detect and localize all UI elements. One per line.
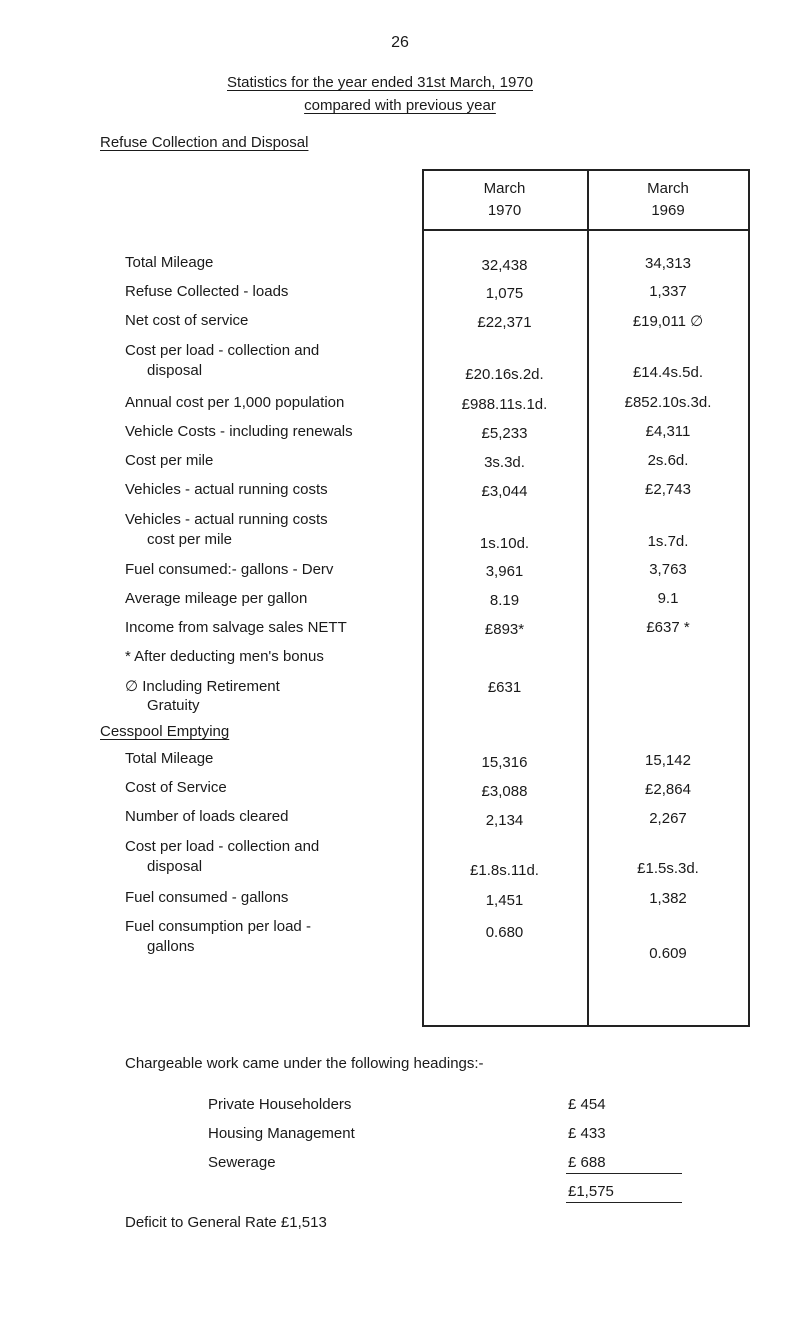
row-label: Average mileage per gallon — [125, 590, 308, 607]
row-label: Refuse Collected - loads — [125, 283, 289, 300]
total-rule — [566, 1202, 682, 1203]
row-label-continued: cost per mile — [147, 531, 233, 548]
row-value-1970: £20.16s.2d. — [465, 366, 544, 383]
row-label: Vehicles - actual running costs — [125, 511, 328, 528]
row-value-1969: 3,763 — [649, 561, 687, 578]
row-value-1970: 3s.3d. — [484, 454, 525, 471]
row-label: Fuel consumption per load - — [125, 918, 311, 935]
row-label: Total Mileage — [125, 750, 214, 767]
row-label: Annual cost per 1,000 population — [125, 394, 345, 411]
row-value-1970: £893* — [484, 621, 525, 638]
row-value-1970: 1,451 — [485, 892, 524, 909]
col-header-1969-month: March — [647, 180, 689, 197]
row-value-1970: £3,088 — [481, 783, 528, 800]
row-label: Cost of Service — [125, 779, 227, 796]
footnote-phi: ∅ Including Retirement — [125, 678, 280, 695]
chargeable-amount: £ 454 — [568, 1096, 606, 1113]
row-label: Cost per mile — [125, 452, 214, 469]
chargeable-amount: £ 433 — [568, 1125, 606, 1142]
row-value-1970: £3,044 — [481, 483, 528, 500]
deficit-line: Deficit to General Rate £1,513 — [125, 1214, 327, 1231]
row-label-continued: gallons — [147, 938, 195, 955]
table-top-border — [422, 169, 749, 171]
row-value-1969: £4,311 — [645, 423, 691, 440]
row-value-1969: 34,313 — [645, 255, 691, 272]
row-value-1969: £2,864 — [645, 781, 691, 798]
row-label-continued: disposal — [147, 362, 203, 379]
row-label: Cost per load - collection and — [125, 838, 320, 855]
title-line-2: compared with previous year — [304, 97, 496, 114]
section-heading-cesspool: Cesspool Emptying — [100, 723, 230, 740]
page-title — [0, 74, 760, 91]
table-right-border — [748, 169, 750, 1027]
row-value-1969: 0.609 — [649, 945, 687, 962]
row-value-1970: £5,233 — [481, 425, 528, 442]
row-value-1969: 1,337 — [649, 283, 687, 300]
row-value-1970: 32,438 — [481, 257, 528, 274]
row-value-1970: 1,075 — [485, 285, 524, 302]
row-label: Cost per load - collection and — [125, 342, 320, 359]
row-value-1970: 0.680 — [485, 924, 524, 941]
chargeable-label: Housing Management — [208, 1125, 355, 1142]
row-value-1970: 3,961 — [485, 563, 524, 580]
page-subtitle — [0, 97, 800, 114]
row-value-1970: 1s.10d. — [479, 535, 530, 552]
row-label: Vehicles - actual running costs — [125, 481, 328, 498]
row-value-1969: 2s.6d. — [647, 452, 689, 469]
row-value-1969: £19,011 ∅ — [632, 313, 704, 330]
chargeable-amount: £ 688 — [568, 1154, 606, 1171]
chargeable-total: £1,575 — [568, 1183, 614, 1200]
title-line-1: Statistics for the year ended 31st March, 1970 — [227, 74, 533, 91]
row-value-1970: £988.11s.1d. — [461, 396, 548, 413]
row-label: Net cost of service — [125, 312, 249, 329]
chargeable-label: Sewerage — [208, 1154, 276, 1171]
row-value-1969: £637 * — [646, 619, 690, 636]
row-value-1970: 15,316 — [481, 754, 528, 771]
row-label: Fuel consumed - gallons — [125, 889, 289, 906]
row-value-1970: 8.19 — [489, 592, 520, 609]
row-value-1969: 2,267 — [649, 810, 687, 827]
page-number: 26 — [391, 34, 409, 51]
row-label: Fuel consumed:- gallons - Derv — [125, 561, 334, 578]
row-value-1970: £1.8s.11d. — [470, 862, 539, 879]
col-header-1970-year: 1970 — [487, 202, 522, 219]
row-value-1969: £2,743 — [645, 481, 691, 498]
footnote-phi-value: £631 — [487, 679, 522, 696]
footnote-star: * After deducting men's bonus — [125, 648, 324, 665]
chargeable-label: Private Householders — [208, 1096, 352, 1113]
subtotal-rule — [566, 1173, 682, 1174]
row-value-1970: 2,134 — [485, 812, 524, 829]
row-value-1969: 9.1 — [657, 590, 679, 607]
row-value-1969: £1.5s.3d. — [637, 860, 699, 877]
table-bottom-border — [422, 1025, 749, 1027]
row-value-1969: 15,142 — [645, 752, 691, 769]
chargeable-intro: Chargeable work came under the following headings:- — [125, 1055, 484, 1072]
row-label: Income from salvage sales NETT — [125, 619, 347, 636]
col-header-1970-month: March — [483, 180, 526, 197]
row-label: Vehicle Costs - including renewals — [125, 423, 353, 440]
row-value-1969: 1,382 — [649, 890, 687, 907]
row-label: Total Mileage — [125, 254, 214, 271]
table-header-divider — [422, 229, 749, 231]
row-label-continued: disposal — [147, 858, 203, 875]
col-header-1969-year: 1969 — [651, 202, 685, 219]
row-value-1970: £22,371 — [477, 314, 532, 331]
section-heading-refuse: Refuse Collection and Disposal — [100, 134, 309, 151]
footnote-phi-continued: Gratuity — [147, 697, 200, 714]
row-value-1969: £852.10s.3d. — [624, 394, 712, 411]
row-value-1969: 1s.7d. — [647, 533, 689, 550]
row-label: Number of loads cleared — [125, 808, 289, 825]
row-value-1969: £14.4s.5d. — [632, 364, 704, 381]
